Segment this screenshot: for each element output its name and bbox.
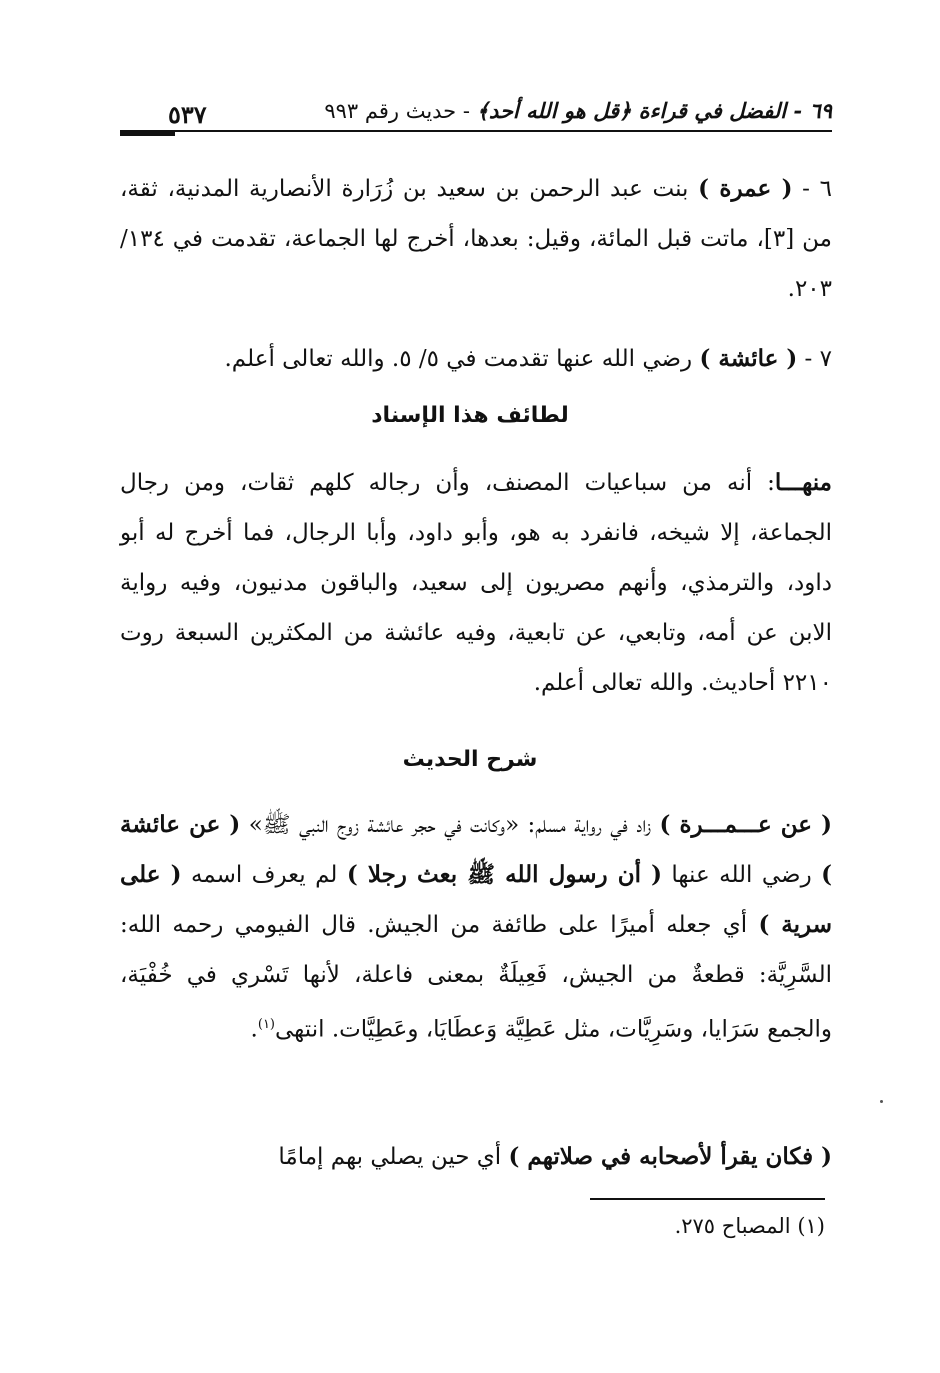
chapter-title: ٦٩ - الفضل في قراءة ﴿قل هو الله أحد﴾	[476, 98, 832, 123]
header-rule-accent	[120, 130, 175, 136]
commentary-text: رضي الله عنها	[661, 862, 822, 888]
commentary-text: زاد في رواية مسلم: «وكانت في حجر عائشة زوج النبي ﷺ»	[240, 812, 660, 838]
quoted-segment: ( فكان يقرأ لأصحابه في صلاتهم )	[508, 1143, 832, 1170]
footnote-marker: (١)	[257, 1017, 275, 1032]
commentary-text: .	[250, 1016, 258, 1043]
section-heading-sharh: شرح الحديث	[402, 747, 538, 772]
section-heading-isnad: لطائف هذا الإسناد	[371, 403, 569, 428]
commentary-text: أي جعله أميرًا على طائفة من الجيش. قال الفيومي رحمه الله: السَّرِيَّة: قطعةٌ من الجيش، فَعِيلَةٌ بمعنى فاعلة، لأنها تَسْري في خُفْيَة، والجمع سَرَايا، وسَرِيَّات، مثل عَطِيَّة وَعطَايَا، وعَطِيَّات. انتهى	[120, 912, 832, 1043]
narrator-name: ( عائشة )	[699, 345, 798, 372]
margin-speck	[880, 1100, 883, 1103]
running-header	[120, 86, 832, 130]
quoted-segment: ( على سرية )	[120, 861, 832, 938]
footnote-rule	[590, 1198, 825, 1200]
narrator-name: ( عمرة )	[698, 175, 793, 202]
footnote: (١) المصباح ٢٧٥.	[674, 1214, 825, 1238]
paragraph-lead: منهـــا	[774, 469, 832, 496]
sharh-paragraph-1	[120, 800, 832, 1055]
quoted-segment: ( أن رسول الله ﷺ بعث رجلا )	[346, 861, 662, 888]
commentary-text: أي حين يصلي بهم إمامًا	[278, 1144, 509, 1170]
narrator-description: بنت عبد الرحمن بن سعيد بن زُرَارة الأنصارية المدنية، ثقة، من [٣]، ماتت قبل المائة، وقيل: بعدها، أخرج لها الجماعة، تقدمت في ١٣٤/ ٢٠٣.	[120, 176, 832, 302]
narrator-number: ٦ -	[792, 176, 832, 202]
commentary-text: لم يعرف اسمه	[181, 862, 347, 888]
hadith-reference: - حديث رقم ٩٩٣	[324, 99, 477, 123]
sharh-paragraph-2	[120, 1132, 832, 1182]
quoted-segment: ( عن عائشة )	[120, 811, 832, 888]
quoted-segment: ( عن عـــمـــرة )	[659, 811, 832, 838]
header-rule	[120, 130, 832, 132]
header-title	[324, 98, 832, 123]
page-number: ٥٣٧	[168, 100, 207, 129]
narrator-number: ٧ -	[797, 346, 832, 372]
isnad-paragraph	[120, 458, 832, 708]
narrator-entry-7	[120, 334, 832, 384]
narrator-entry-6	[120, 164, 832, 314]
paragraph-text: : أنه من سباعيات المصنف، وأن رجاله كلهم ثقات، ومن رجال الجماعة، إلا شيخه، فانفرد به هو، وأبو داود، وأبا الرجال، فما أخرج له أبو داود، والترمذي، وأنهم مصريون إلى سعيد، والباقون مدنيون، وفيه رواية الابن عن أمه، وتابعي، عن تابعية، وفيه عائشة من المكثرين السبعة روت ٢٢١٠ أحاديث. والله تعالى أعلم.	[120, 470, 832, 696]
narrator-description: رضي الله عنها تقدمت في ٥/ ٥. والله تعالى أعلم.	[224, 346, 700, 372]
